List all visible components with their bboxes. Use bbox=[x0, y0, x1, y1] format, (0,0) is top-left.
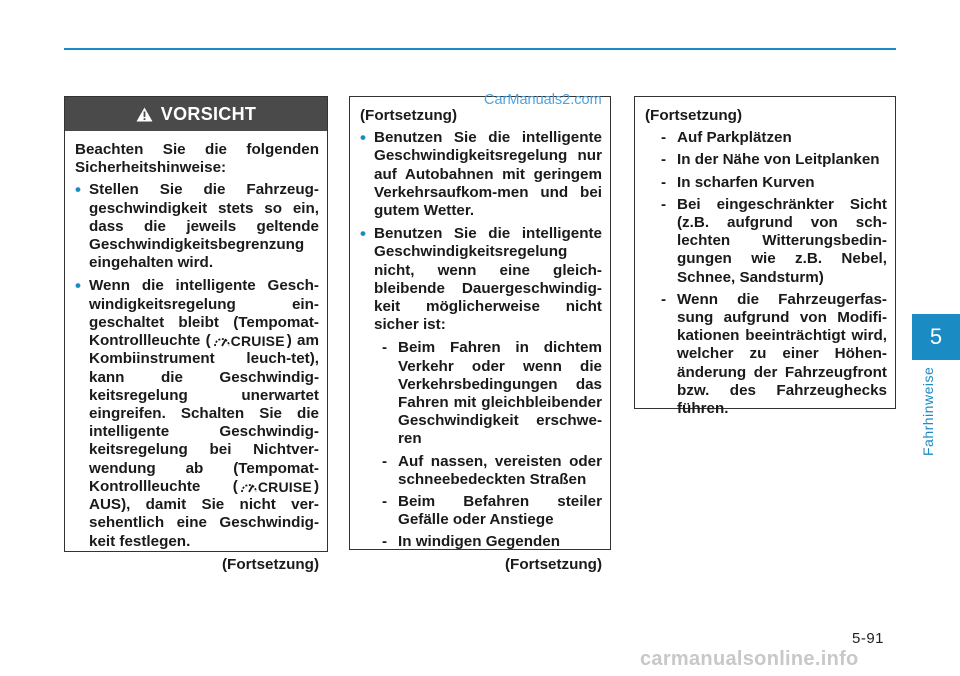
bullet-highway-use: • Benutzen Sie die intelligente Geschwindigkeitsregelung nur auf Autobahnen mit geringem Verkehrsaufkom-men und bei gutem Wetter. bbox=[360, 129, 602, 220]
caution-box bbox=[64, 96, 328, 573]
chapter-tab[interactable]: 5 bbox=[912, 314, 960, 360]
caution-intro: Beachten Sie die folgenden Sicherheitshinweise: bbox=[75, 141, 319, 177]
continued-label: (Fortsetzung) bbox=[504, 555, 602, 573]
list-item: - Auf Parkplätzen bbox=[653, 129, 887, 147]
caution-title: VORSICHT bbox=[160, 103, 257, 124]
list-item: - In der Nähe von Leitplanken bbox=[653, 151, 887, 169]
cruise-label: CRUISE bbox=[257, 478, 312, 495]
cruise-indicator bbox=[240, 478, 312, 496]
cruise-speedometer-icon bbox=[240, 480, 258, 494]
page-number: 5-91 bbox=[852, 630, 885, 647]
continued-box-2 bbox=[349, 96, 611, 573]
bullet-text-part1: Wenn die intelligente Gesch-windigkeitsregelung ein-geschaltet bleibt (Tempomat-Kontrollleuchte ( bbox=[89, 277, 319, 350]
bullet-text-part2: ) am Kombiinstrument leuch-tet), kann die Geschwindig-keitsregelung unerwartet eingreifen. Schalten Sie die intelligente Geschwindig-keitsregelung bei Nichtver-wendung ab (Tempomat-Kontrollleuchte ( bbox=[89, 332, 319, 495]
watermark-bottom: carmanualsonline.info bbox=[640, 648, 859, 670]
list-item: - In windigen Gegenden bbox=[374, 533, 602, 551]
continued-label-top: (Fortsetzung) bbox=[645, 107, 743, 124]
chapter-label: Fahrhinweise bbox=[920, 366, 936, 456]
cruise-label: CRUISE bbox=[230, 333, 285, 350]
cruise-speedometer-icon bbox=[213, 334, 231, 348]
caution-bullet-speed: • Stellen Sie die Fahrzeug-geschwindigkeit stets so ein, dass die jeweils geltende Geschwindigkeitsbegrenzung eingehalten wird. bbox=[75, 181, 319, 272]
top-rule bbox=[64, 48, 896, 50]
list-item: - Beim Befahren steiler Gefälle oder Anstiege bbox=[374, 493, 602, 529]
continued-box-3 bbox=[634, 96, 896, 418]
list-item: - Wenn die Fahrzeugerfas-sung aufgrund von Modifi-kationen beeinträchtigt wird, welcher zu einer Höhen-änderung der Fahrzeugfront bzw. des Fahrzeughecks führen. bbox=[653, 291, 887, 418]
list-item: - In scharfen Kurven bbox=[653, 174, 887, 192]
warning-triangle-icon bbox=[136, 107, 153, 122]
caution-bullet-cruise bbox=[75, 277, 319, 550]
bullet-text-part3: ) AUS), damit Sie nicht ver-sehentlich eine Geschwindig-keit festlegen. bbox=[89, 477, 319, 550]
bullet-do-not-use: • Benutzen Sie die intelligente Geschwindigkeitsregelung nicht, wenn eine gleich-bleibende Dauergeschwindig-keit möglicherweise nicht sicher ist: bbox=[360, 225, 602, 334]
continued-label: (Fortsetzung) bbox=[221, 555, 319, 573]
list-item: - Auf nassen, vereisten oder schneebedeckten Straßen bbox=[374, 453, 602, 489]
list-item: - Bei eingeschränkter Sicht (z.B. aufgrund von sch-lechten Witterungsbedin-gungen wie z.B. Nebel, Schnee, Sandsturm) bbox=[653, 196, 887, 287]
caution-header bbox=[65, 97, 327, 131]
cruise-indicator bbox=[213, 332, 285, 350]
continued-label-top: (Fortsetzung) bbox=[360, 107, 458, 124]
list-item: - Beim Fahren in dichtem Verkehr oder wenn die Verkehrsbedingungen das Fahren mit gleichbleibender Geschwindigkeit erschwe-ren bbox=[374, 339, 602, 448]
watermark-top: CarManuals2.com bbox=[484, 92, 602, 108]
